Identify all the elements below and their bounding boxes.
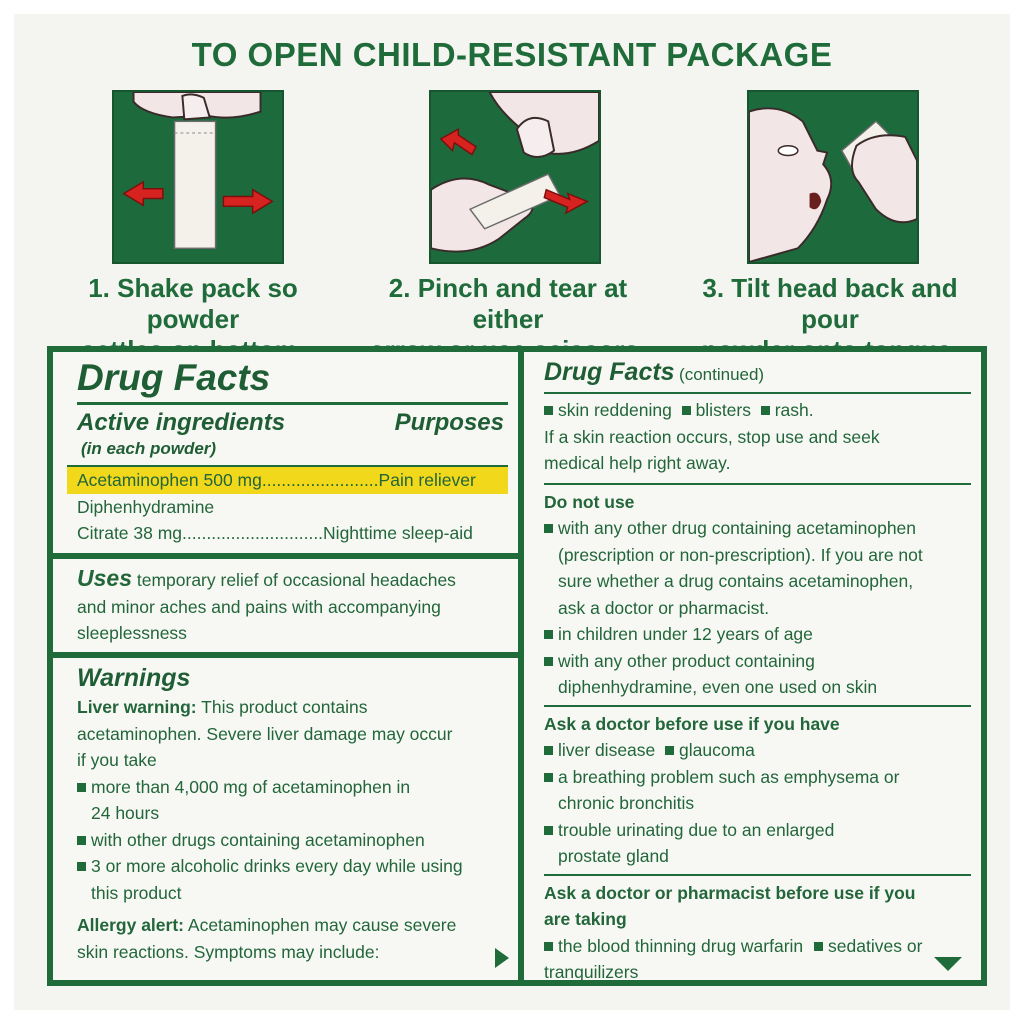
warning-bullet-1-cont: 24 hours bbox=[91, 803, 160, 823]
do-not-use-bullet-1-cont-c: ask a doctor or pharmacist. bbox=[558, 597, 770, 618]
bullet-square-icon bbox=[77, 783, 86, 792]
ask-bullet-urinating: trouble urinating due to an enlarged bbox=[544, 817, 971, 844]
warning-bullet-1: more than 4,000 mg of acetaminophen in bbox=[77, 774, 508, 801]
active-ingredients-sub: (in each powder) bbox=[81, 439, 217, 458]
ingredient-citrate: Citrate 38 mg.............................Nighttime sleep-aid bbox=[77, 523, 473, 543]
askp-warfarin: the blood thinning drug warfarin bbox=[558, 935, 804, 956]
continued-rule bbox=[544, 392, 971, 394]
bullet-square-icon bbox=[544, 826, 553, 835]
do-not-use-bullet-3-cont: diphenhydramine, even one used on skin bbox=[558, 677, 878, 697]
symptom-blisters: blisters bbox=[695, 400, 751, 420]
active-ingredients-box bbox=[53, 352, 518, 553]
ingredient-acetaminophen: Acetaminophen 500 mg........................Pain reliever bbox=[67, 467, 508, 494]
ask-glaucoma: glaucoma bbox=[679, 740, 755, 760]
bullet-square-icon bbox=[77, 836, 86, 845]
uses-line2: and minor aches and pains with accompanying bbox=[77, 596, 441, 617]
step3-illustration bbox=[747, 90, 919, 264]
ask-doctor-heading: Ask a doctor before use if you have bbox=[544, 713, 840, 734]
ask-bullet-breathing-cont: chronic bronchitis bbox=[558, 793, 695, 813]
do-not-use-heading: Do not use bbox=[544, 491, 635, 512]
do-not-use-bullet-2: in children under 12 years of age bbox=[544, 621, 971, 648]
ask-pharmacist-heading-1: Ask a doctor or pharmacist before use if you bbox=[544, 882, 916, 903]
do-not-use-bullet-1: with any other drug containing acetaminophen bbox=[544, 515, 971, 542]
purposes-heading: Purposes bbox=[394, 409, 504, 436]
symptom-rash: rash. bbox=[774, 400, 814, 420]
bullet-square-icon bbox=[665, 746, 674, 755]
warnings-box bbox=[53, 658, 518, 980]
warning-bullet-3: 3 or more alcoholic drinks every day while using bbox=[77, 853, 508, 880]
continued-title: Drug Facts bbox=[544, 358, 675, 386]
bullet-square-icon bbox=[544, 630, 553, 639]
continued-sub: (continued) bbox=[679, 365, 765, 384]
drug-facts-panel bbox=[47, 346, 987, 986]
askp-tranquilizers: tranquilizers bbox=[544, 962, 639, 982]
bullet-square-icon bbox=[544, 406, 553, 415]
liver-warning-line3: if you take bbox=[77, 750, 157, 770]
warning-bullet-3-cont: this product bbox=[91, 882, 182, 903]
allergy-alert-line2: skin reactions. Symptoms may include: bbox=[77, 941, 380, 962]
continue-right-arrow-icon bbox=[495, 948, 509, 968]
bullet-square-icon bbox=[544, 657, 553, 666]
uses-line3: sleeplessness bbox=[77, 623, 187, 643]
reaction-line2: medical help right away. bbox=[544, 453, 731, 473]
uses-heading: Uses bbox=[77, 565, 132, 591]
do-not-use-bullet-3: with any other product containing bbox=[544, 648, 971, 675]
uses-text: temporary relief of occasional headaches bbox=[136, 570, 456, 590]
allergy-alert-text: Acetaminophen may cause severe bbox=[187, 915, 457, 935]
bullet-square-icon bbox=[761, 406, 770, 415]
reaction-line1: If a skin reaction occurs, stop use and seek bbox=[544, 426, 880, 447]
bullet-square-icon bbox=[544, 942, 553, 951]
liver-warning-text: This product contains bbox=[201, 697, 368, 717]
active-ingredients-heading: Active ingredients bbox=[77, 409, 286, 436]
liver-warning-label: Liver warning: bbox=[77, 697, 197, 717]
bullet-square-icon bbox=[814, 942, 823, 951]
package-header: TO OPEN CHILD-RESISTANT PACKAGE bbox=[191, 36, 833, 73]
ask-bullet-breathing: a breathing problem such as emphysema or bbox=[544, 764, 971, 791]
drug-facts-title: Drug Facts bbox=[77, 357, 271, 398]
step1-illustration bbox=[112, 90, 284, 264]
askp-sedatives: sedatives or bbox=[828, 935, 923, 956]
bullet-square-icon bbox=[682, 406, 691, 415]
continue-down-arrow-icon bbox=[934, 957, 962, 971]
warnings-heading: Warnings bbox=[77, 664, 191, 692]
section-rule bbox=[544, 874, 971, 876]
step3-line1: 3. Tilt head back and pour bbox=[702, 273, 958, 334]
step1-line1: 1. Shake pack so powder bbox=[88, 273, 298, 334]
bullet-square-icon bbox=[544, 773, 553, 782]
section-rule bbox=[544, 483, 971, 485]
symptom-skin-reddening: skin reddening bbox=[558, 400, 672, 420]
liver-warning-line2: acetaminophen. Severe liver damage may occur bbox=[77, 723, 453, 744]
ingredient-diphenhydramine: Diphenhydramine bbox=[77, 496, 215, 517]
step2-line1: 2. Pinch and tear at either bbox=[388, 273, 628, 334]
uses-box bbox=[53, 559, 518, 652]
title-rule bbox=[77, 402, 508, 405]
bullet-square-icon bbox=[544, 524, 553, 533]
ask-liver-disease: liver disease bbox=[558, 740, 656, 760]
bullet-square-icon bbox=[544, 746, 553, 755]
do-not-use-bullet-1-cont-a: (prescription or non-prescription). If you are not bbox=[558, 544, 923, 565]
ask-bullet-urinating-cont: prostate gland bbox=[558, 846, 669, 866]
allergy-alert-label: Allergy alert: bbox=[77, 915, 184, 935]
drug-facts-continued-box bbox=[524, 352, 981, 980]
bullet-square-icon bbox=[77, 862, 86, 871]
section-rule bbox=[544, 705, 971, 707]
step2-illustration bbox=[429, 90, 601, 264]
warning-bullet-2: with other drugs containing acetaminophen bbox=[77, 827, 508, 854]
ask-pharmacist-heading-2: are taking bbox=[544, 909, 627, 929]
do-not-use-bullet-1-cont-b: sure whether a drug contains acetaminophen, bbox=[558, 571, 914, 591]
